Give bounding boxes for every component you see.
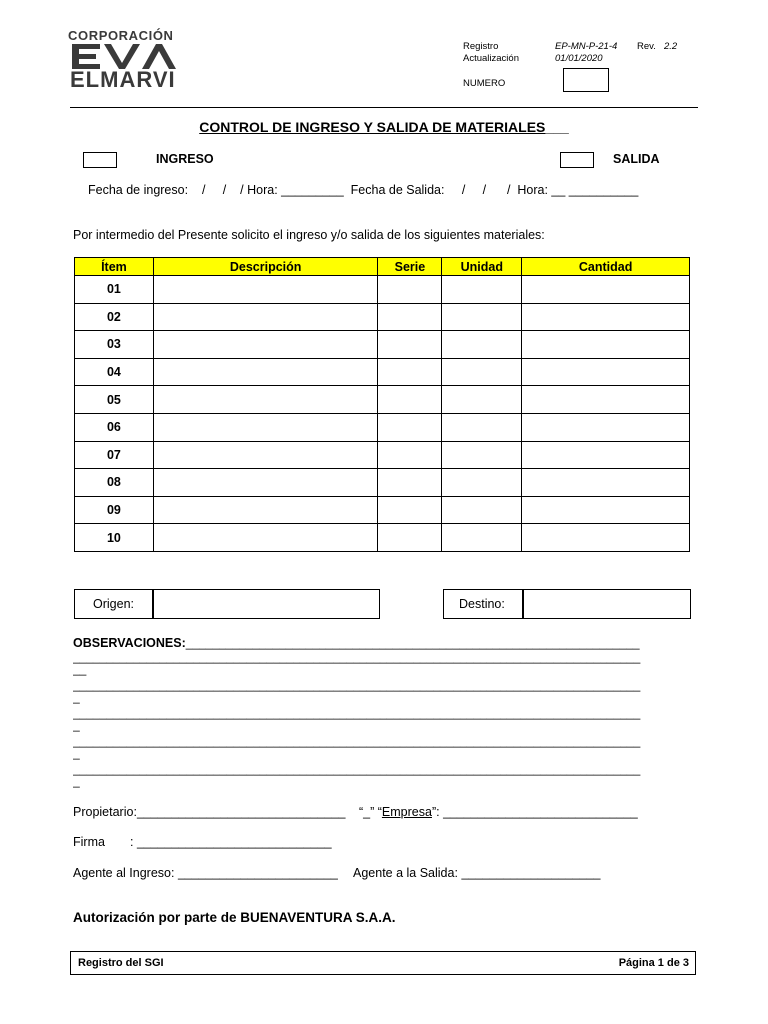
serie-cell[interactable]	[378, 358, 442, 386]
cantidad-cell[interactable]	[522, 386, 690, 414]
footer-page-number: Página 1 de 3	[618, 957, 689, 969]
item-number: 09	[75, 496, 154, 524]
destino-label: Destino:	[459, 597, 505, 611]
observaciones-line: _____________________________________________________________________________________	[73, 650, 641, 664]
table-row	[75, 524, 690, 552]
observaciones-line: __	[73, 662, 87, 676]
item-number: 07	[75, 441, 154, 469]
serie-cell[interactable]	[378, 386, 442, 414]
cantidad-cell[interactable]	[522, 469, 690, 497]
observaciones-line: _____________________________________________________________________________________	[73, 678, 641, 692]
serie-cell[interactable]	[378, 496, 442, 524]
item-number: 06	[75, 413, 154, 441]
unidad-cell[interactable]	[442, 386, 522, 414]
propietario-line: ______________________________	[136, 805, 346, 819]
table-row	[75, 496, 690, 524]
unidad-cell[interactable]	[442, 331, 522, 359]
observaciones-line: _____________________________________________________________________________________	[73, 706, 641, 720]
actualizacion-label: Actualización	[463, 53, 519, 64]
ingreso-checkbox[interactable]	[83, 152, 117, 168]
descripcion-cell[interactable]	[153, 496, 378, 524]
item-number: 10	[75, 524, 154, 552]
propietario-row[interactable]	[73, 805, 346, 819]
propietario-label: Propietario:	[73, 805, 137, 819]
unidad-cell[interactable]	[442, 358, 522, 386]
materials-table	[74, 257, 690, 552]
observaciones-lines[interactable]	[73, 650, 685, 788]
empresa-suffix: ”:	[431, 805, 440, 819]
unidad-cell[interactable]	[442, 469, 522, 497]
agente-salida-line: ____________________	[461, 866, 601, 880]
observaciones-line: _	[73, 746, 80, 760]
descripcion-cell[interactable]	[153, 358, 378, 386]
item-number: 08	[75, 469, 154, 497]
serie-cell[interactable]	[378, 469, 442, 497]
unidad-cell[interactable]	[442, 303, 522, 331]
table-row	[75, 386, 690, 414]
observaciones-line: _	[73, 690, 80, 704]
item-number: 03	[75, 331, 154, 359]
cantidad-cell[interactable]	[522, 524, 690, 552]
autorizacion-text: Autorización por parte de BUENAVENTURA S.A.A.	[73, 910, 396, 925]
fecha-hora-line[interactable]: Fecha de ingreso: / / / Hora: _________ Fecha de Salida: / / / Hora: __ __________	[88, 183, 639, 197]
empresa-label: Empresa	[381, 805, 432, 819]
registro-label: Registro	[463, 41, 499, 52]
serie-cell[interactable]	[378, 524, 442, 552]
descripcion-cell[interactable]	[153, 413, 378, 441]
cantidad-cell[interactable]	[522, 413, 690, 441]
header-cantidad: Cantidad	[522, 258, 690, 276]
rev-label: Rev.	[637, 41, 656, 52]
descripcion-cell[interactable]	[153, 303, 378, 331]
empresa-row[interactable]	[359, 805, 638, 819]
item-number: 05	[75, 386, 154, 414]
descripcion-cell[interactable]	[153, 386, 378, 414]
table-header-row	[75, 258, 690, 276]
actualizacion-value: 01/01/2020	[555, 53, 603, 64]
origen-field[interactable]	[152, 589, 380, 619]
salida-checkbox[interactable]	[560, 152, 594, 168]
descripcion-cell[interactable]	[153, 276, 378, 304]
serie-cell[interactable]	[378, 441, 442, 469]
header-item: Ítem	[75, 258, 154, 276]
item-number: 01	[75, 276, 154, 304]
rev-value: 2.2	[664, 41, 678, 52]
item-number: 04	[75, 358, 154, 386]
numero-field[interactable]	[563, 68, 609, 92]
footer-box	[70, 951, 696, 975]
serie-cell[interactable]	[378, 276, 442, 304]
serie-cell[interactable]	[378, 331, 442, 359]
logo-emblem	[70, 42, 188, 70]
empresa-prefix: “_” “	[359, 805, 382, 819]
descripcion-cell[interactable]	[153, 441, 378, 469]
logo-corporacion-text: CORPORACIÓN	[68, 28, 174, 43]
origen-label: Origen:	[93, 597, 134, 611]
document-title	[70, 119, 698, 135]
agente-ingreso-line: _______________________	[177, 866, 338, 880]
serie-cell[interactable]	[378, 303, 442, 331]
unidad-cell[interactable]	[442, 276, 522, 304]
observaciones-line: _	[73, 774, 80, 788]
empresa-line: ____________________________	[443, 805, 638, 819]
descripcion-cell[interactable]	[153, 524, 378, 552]
agente-salida-label: Agente a la Salida:	[353, 866, 458, 880]
logo-elmarvi-text: ELMARVI	[70, 67, 176, 92]
table-row	[75, 331, 690, 359]
header-unidad: Unidad	[442, 258, 522, 276]
table-row	[75, 469, 690, 497]
intro-text: Por intermedio del Presente solicito el ingreso y/o salida de los siguientes materiales:	[73, 228, 545, 242]
unidad-cell[interactable]	[442, 524, 522, 552]
title-underscore: ___	[545, 119, 569, 135]
item-number: 02	[75, 303, 154, 331]
table-row	[75, 413, 690, 441]
agente-ingreso-label: Agente al Ingreso:	[73, 866, 175, 880]
cantidad-cell[interactable]	[522, 276, 690, 304]
numero-label: NUMERO	[463, 78, 506, 89]
observaciones-line: _____________________________________________________________________________________	[73, 762, 641, 776]
salida-label: SALIDA	[613, 152, 660, 166]
observaciones-label: OBSERVACIONES:	[73, 636, 186, 650]
destino-label-box	[443, 589, 524, 619]
destino-field[interactable]	[522, 589, 691, 619]
cantidad-cell[interactable]	[522, 303, 690, 331]
ingreso-label: INGRESO	[156, 152, 214, 166]
agente-ingreso-row[interactable]	[73, 866, 338, 880]
footer-registro-sgi: Registro del SGI	[78, 957, 164, 969]
unidad-cell[interactable]	[442, 496, 522, 524]
descripcion-cell[interactable]	[153, 469, 378, 497]
observaciones-line: ____________________________________________________________________	[185, 636, 640, 650]
origen-label-box	[74, 589, 154, 619]
header-divider	[70, 107, 698, 108]
cantidad-cell[interactable]	[522, 441, 690, 469]
cantidad-cell[interactable]	[522, 331, 690, 359]
unidad-cell[interactable]	[442, 441, 522, 469]
cantidad-cell[interactable]	[522, 358, 690, 386]
table-row	[75, 303, 690, 331]
header-serie: Serie	[378, 258, 442, 276]
table-row	[75, 358, 690, 386]
descripcion-cell[interactable]	[153, 331, 378, 359]
document-title-text: CONTROL DE INGRESO Y SALIDA DE MATERIALES	[199, 119, 546, 135]
firma-line[interactable]: : ____________________________	[130, 835, 332, 849]
registro-value: EP-MN-P-21-4	[555, 41, 618, 52]
header-descripcion: Descripción	[153, 258, 378, 276]
agente-salida-row[interactable]	[353, 866, 600, 880]
table-row	[75, 441, 690, 469]
table-row	[75, 276, 690, 304]
cantidad-cell[interactable]	[522, 496, 690, 524]
serie-cell[interactable]	[378, 413, 442, 441]
unidad-cell[interactable]	[442, 413, 522, 441]
firma-label: Firma	[73, 835, 105, 849]
observaciones-line: _	[73, 718, 80, 732]
observaciones-line: _____________________________________________________________________________________	[73, 734, 641, 748]
